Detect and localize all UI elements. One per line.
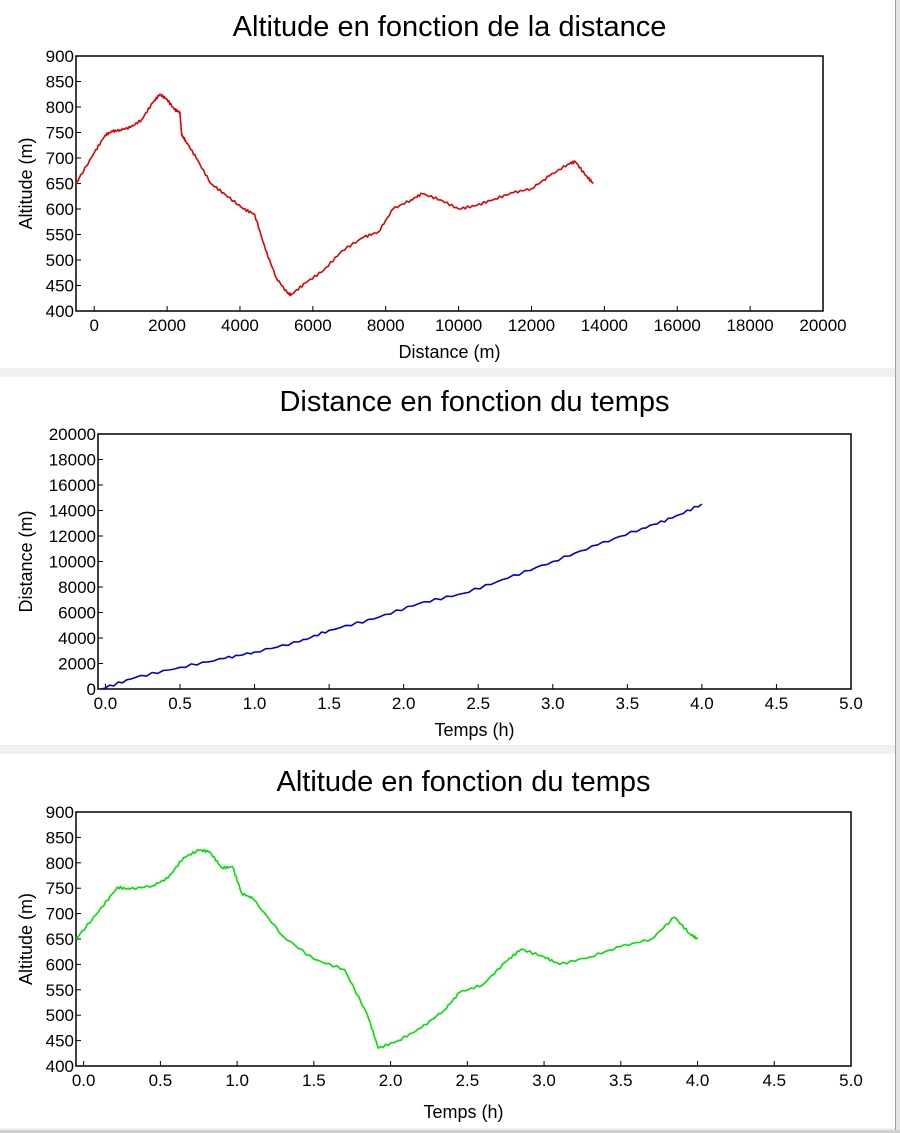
y-tick-label: 650 <box>45 930 74 949</box>
y-tick-label: 850 <box>45 828 74 848</box>
x-tick-label: 5.0 <box>839 694 863 713</box>
x-tick-label: 1.0 <box>242 694 267 713</box>
chart-panel-3 <box>0 754 896 1128</box>
x-tick-label: 4.0 <box>690 694 714 713</box>
x-tick-label: 8000 <box>366 316 405 335</box>
x-tick-label: 4.0 <box>685 1071 710 1090</box>
y-tick-label: 8000 <box>58 578 96 597</box>
chart-distance-time <box>0 377 896 745</box>
y-tick-label: 20000 <box>48 425 96 444</box>
y-tick-label: 450 <box>45 1031 74 1051</box>
x-axis-label: Temps (h) <box>434 720 515 740</box>
y-tick-label: 550 <box>45 980 74 1000</box>
x-tick-label: 18000 <box>726 316 774 335</box>
chart-panel-1 <box>0 0 896 368</box>
x-tick-label: 0.0 <box>93 694 118 713</box>
y-tick-label: 500 <box>45 251 74 270</box>
x-tick-label: 12000 <box>507 316 556 335</box>
x-tick-label: 1.0 <box>225 1071 249 1090</box>
x-tick-label: 3.5 <box>608 1071 633 1090</box>
x-tick-label: 2000 <box>148 316 187 335</box>
x-tick-label: 0.5 <box>168 694 192 713</box>
x-tick-label: 1.5 <box>302 1071 326 1090</box>
y-tick-label: 800 <box>45 98 74 117</box>
x-tick-label: 0.0 <box>71 1071 96 1090</box>
x-tick-label: 3.0 <box>532 1071 556 1090</box>
x-tick-label: 16000 <box>653 316 701 335</box>
y-tick-label: 16000 <box>48 476 96 495</box>
y-tick-label: 600 <box>45 955 74 975</box>
x-tick-label: 20000 <box>799 316 847 335</box>
chart-panel-2 <box>0 377 896 745</box>
x-tick-label: 3.5 <box>615 694 640 713</box>
plot-frame <box>76 812 851 1066</box>
y-tick-label: 650 <box>45 174 74 194</box>
x-tick-label: 2.5 <box>455 1071 480 1090</box>
x-tick-label: 2.0 <box>391 694 416 713</box>
x-tick-label: 0 <box>89 316 99 335</box>
x-tick-label: 10000 <box>434 316 483 335</box>
y-tick-label: 2000 <box>58 654 96 674</box>
y-tick-label: 500 <box>45 1006 74 1026</box>
y-axis-label: Distance (m) <box>16 510 36 613</box>
y-tick-label: 0 <box>86 680 96 699</box>
y-tick-label: 800 <box>45 853 74 873</box>
x-tick-label: 4000 <box>221 316 259 335</box>
y-tick-label: 10000 <box>48 552 96 572</box>
y-tick-label: 700 <box>45 149 74 168</box>
chart-title: Distance en fonction du temps <box>279 386 670 418</box>
y-tick-label: 850 <box>45 72 74 92</box>
chart-title: Altitude en fonction du temps <box>276 766 651 798</box>
y-tick-label: 400 <box>45 302 74 321</box>
x-tick-label: 1.5 <box>317 694 341 713</box>
plot-frame <box>76 56 823 311</box>
x-axis-label: Distance (m) <box>398 342 501 362</box>
y-tick-label: 550 <box>45 225 74 245</box>
y-axis-label: Altitude (m) <box>16 137 36 230</box>
x-tick-label: 6000 <box>293 316 332 335</box>
y-tick-label: 900 <box>45 803 74 822</box>
window-right-edge <box>895 0 900 1133</box>
x-tick-label: 4.5 <box>762 1071 787 1090</box>
y-tick-label: 4000 <box>58 629 96 648</box>
y-tick-label: 600 <box>45 200 74 219</box>
x-tick-label: 2.5 <box>466 694 491 713</box>
y-tick-label: 12000 <box>48 527 96 546</box>
x-axis-label: Temps (h) <box>423 1102 504 1122</box>
y-tick-label: 6000 <box>58 603 96 623</box>
y-tick-label: 750 <box>45 123 74 143</box>
y-tick-label: 450 <box>45 276 74 296</box>
chart-altitude-time <box>0 754 896 1128</box>
x-tick-label: 2.0 <box>378 1071 403 1090</box>
chart-title: Altitude en fonction de la distance <box>232 11 667 43</box>
y-tick-label: 18000 <box>48 450 96 470</box>
y-tick-label: 700 <box>45 904 74 924</box>
y-tick-label: 400 <box>45 1057 74 1076</box>
x-tick-label: 5.0 <box>839 1071 863 1090</box>
x-tick-label: 14000 <box>580 316 629 335</box>
x-tick-label: 3.0 <box>540 694 565 713</box>
y-axis-label: Altitude (m) <box>16 892 36 986</box>
x-tick-label: 0.5 <box>148 1071 173 1090</box>
y-tick-label: 14000 <box>48 501 96 521</box>
plot-frame <box>98 434 851 689</box>
y-tick-label: 900 <box>45 47 74 66</box>
chart-altitude-distance <box>0 0 896 368</box>
y-tick-label: 750 <box>45 879 74 899</box>
x-tick-label: 4.5 <box>764 694 789 713</box>
